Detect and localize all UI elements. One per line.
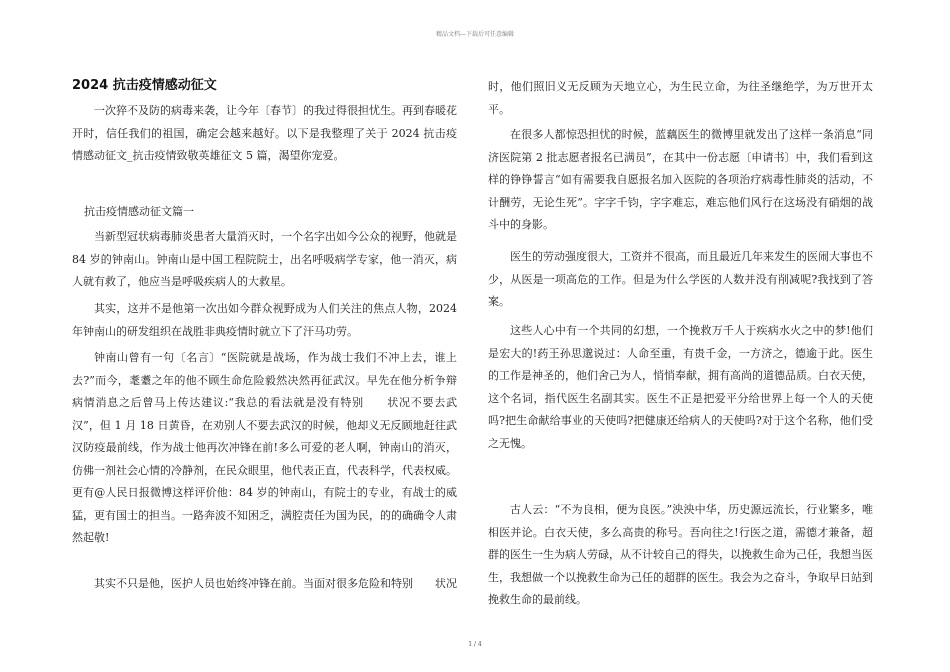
page-title: 2024 抗击疫情感动征文 <box>72 78 217 93</box>
paragraph-right-2: 医生的劳动强度很大，工资并不很高，而且最近几年来发生的医闹大事也不少，从医是一项高危的工作。但是为什么学医的人数并没有削减呢?我找到了答案。 <box>488 250 873 308</box>
intro-paragraph: 一次猝不及防的病毒来袭，让今年〔春节〕的我过得很担忧生。再到春暖花开时，信任我们的祖国，确定会越来越好。以下是我整理了关于 2024 抗击疫情感动征文_抗击疫情致敬英雄征文 5 篇，渴望你宠爱。 <box>72 104 457 162</box>
header-note: 精品文档---下载后可任意编辑 <box>435 31 515 38</box>
paragraph-left-4: 其实不只是他，医护人员也始终冲锋在前。当面对很多危险和特别 状况 <box>94 577 457 590</box>
paragraph-right-3: 这些人心中有一个共同的幻想，一个挽救万千人于疾病水火之中的梦!他们是宏大的!药王孙思邈说过：人命至重，有贵千金，一方济之，德逾于此。医生的工作是神圣的，他们舍己为人，悄悄奉献，拥有高尚的道德品质。白衣天使，这个名词，指代医生名副其实。医生不正是把爱平分给世界上每一个人的天使吗?把生命献给事业的天使吗?把健康还给病人的天使吗?对于这个名称，他们受之无愧。 <box>488 324 873 450</box>
section-heading: 抗击疫情感动征文篇一 <box>84 205 194 218</box>
paragraph-left-2: 其实，这并不是他第一次出如今群众视野成为人们关注的焦点人物，2024 年钟南山的研发组织在战胜非典疫情时就立下了汗马功劳。 <box>72 302 457 338</box>
page-number: 1 / 4 <box>468 641 482 648</box>
paragraph-left-1: 当新型冠状病毒肺炎患者大量消灭时，一个名字出如今公众的视野，他就是 84 岁的钟南山。钟南山是中国工程院院士，出名呼吸病学专家，他一消灭，病人就有救了，他应当是呼吸疾病人的大救星。 <box>72 230 457 288</box>
paragraph-right-4: 古人云：“不为良相，便为良医。”泱泱中华，历史源远流长，行业繁多，唯相医并论。白衣天使，多么高贵的称号。吾向往之!行医之道，需德才兼备，超群的医生一生为病人劳碌，从不计较自己的得失，以挽救生命为己任，我想当医生，我想做一个以挽救生命为己任的超群的医生。我会为之奋斗，争取早日站到挽救生命的最前线。 <box>488 503 873 606</box>
paragraph-left-3: 钟南山曾有一句〔名言〕“医院就是战场，作为战士我们不冲上去，谁上去?”而今，耄耋之年的他不顾生命危险毅然决然再征武汉。早先在他分析争辩病情消息之后曾马上传达建议:“我总的看法就是没有特别 状况不要去武汉”，但 1 月 18 日黄昏，在劝别人不要去武汉的时候，他却义无反顾地赶往武汉防疫最前线，作为战士他再次冲锋在前!多么可爱的老人啊，钟南山的消灭，仿佛一剂社会心情的冷静剂，在民众眼里，他代表正直，代表科学，代表权威。更有@人民日报微博这样评价他：84 岁的钟南山，有院士的专业，有战士的威猛，更有国士的担当。一路奔波不知困乏，满腔责任为国为民，的的确确令人肃然起敬! <box>72 351 457 544</box>
paragraph-right-1: 在很多人都惊恐担忧的时候，蓝藕医生的微博里就发出了这样一条消息“同济医院第 2 批志愿者报名已满员”，在其中一份志愿〔申请书〕中，我们看到这样的铮铮誓言“如有需要我自愿报名加入医院的各项治疗病毒性肺炎的活动，不计酬劳，无论生死”。字字千钧，字字难忘，难忘他们风行在这场没有硝烟的战斗中的身影。 <box>488 128 873 231</box>
paragraph-right-0: 时，他们照旧义无反顾为天地立心，为生民立命，为往圣继绝学，为万世开太平。 <box>488 80 873 116</box>
